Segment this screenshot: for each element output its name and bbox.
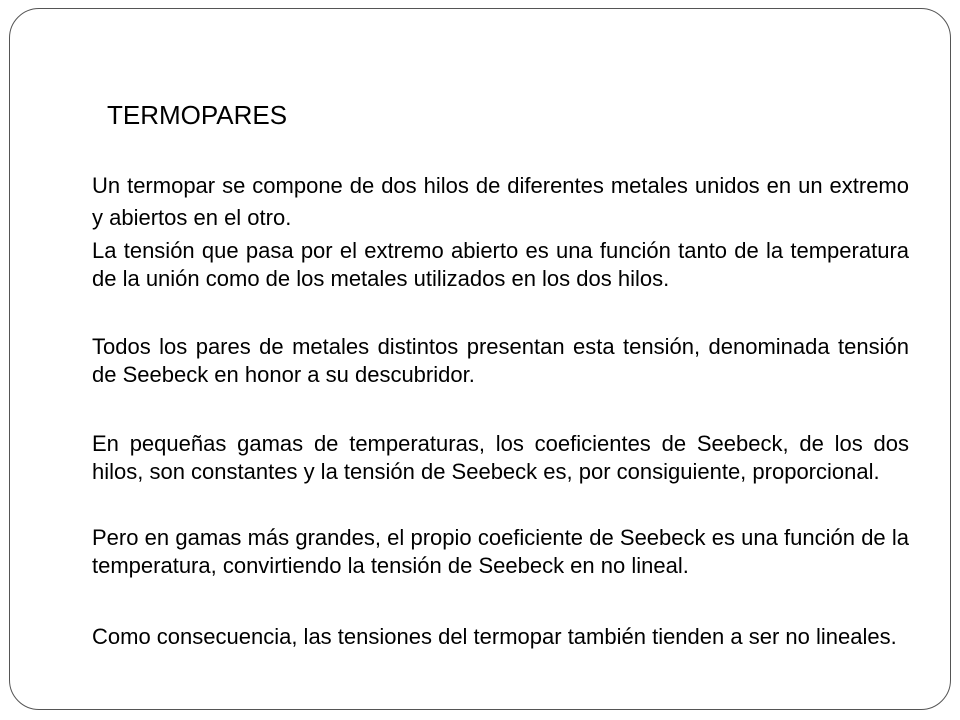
slide-title: TERMOPARES: [107, 100, 288, 130]
paragraph-4: En pequeñas gamas de temperaturas, los coeficientes de Seebeck, de los dos hilos, son constantes y la tensión de Seebeck es, por consiguiente, proporcional.: [92, 431, 909, 484]
paragraph-3: Todos los pares de metales distintos presentan esta tensión, denominada tensión de Seebeck en honor a su descubridor.: [92, 334, 909, 387]
paragraph-5: Pero en gamas más grandes, el propio coeficiente de Seebeck es una función de la temperatura, convirtiendo la tensión de Seebeck en no lineal.: [92, 525, 909, 578]
paragraph-2: La tensión que pasa por el extremo abierto es una función tanto de la temperatura de la unión como de los metales utilizados en los dos hilos.: [92, 238, 909, 291]
paragraph-1: Un termopar se compone de dos hilos de diferentes metales unidos en un extremo y abiertos en el otro.: [92, 173, 909, 230]
paragraph-6: Como consecuencia, las tensiones del termopar también tienden a ser no lineales.: [92, 624, 897, 649]
